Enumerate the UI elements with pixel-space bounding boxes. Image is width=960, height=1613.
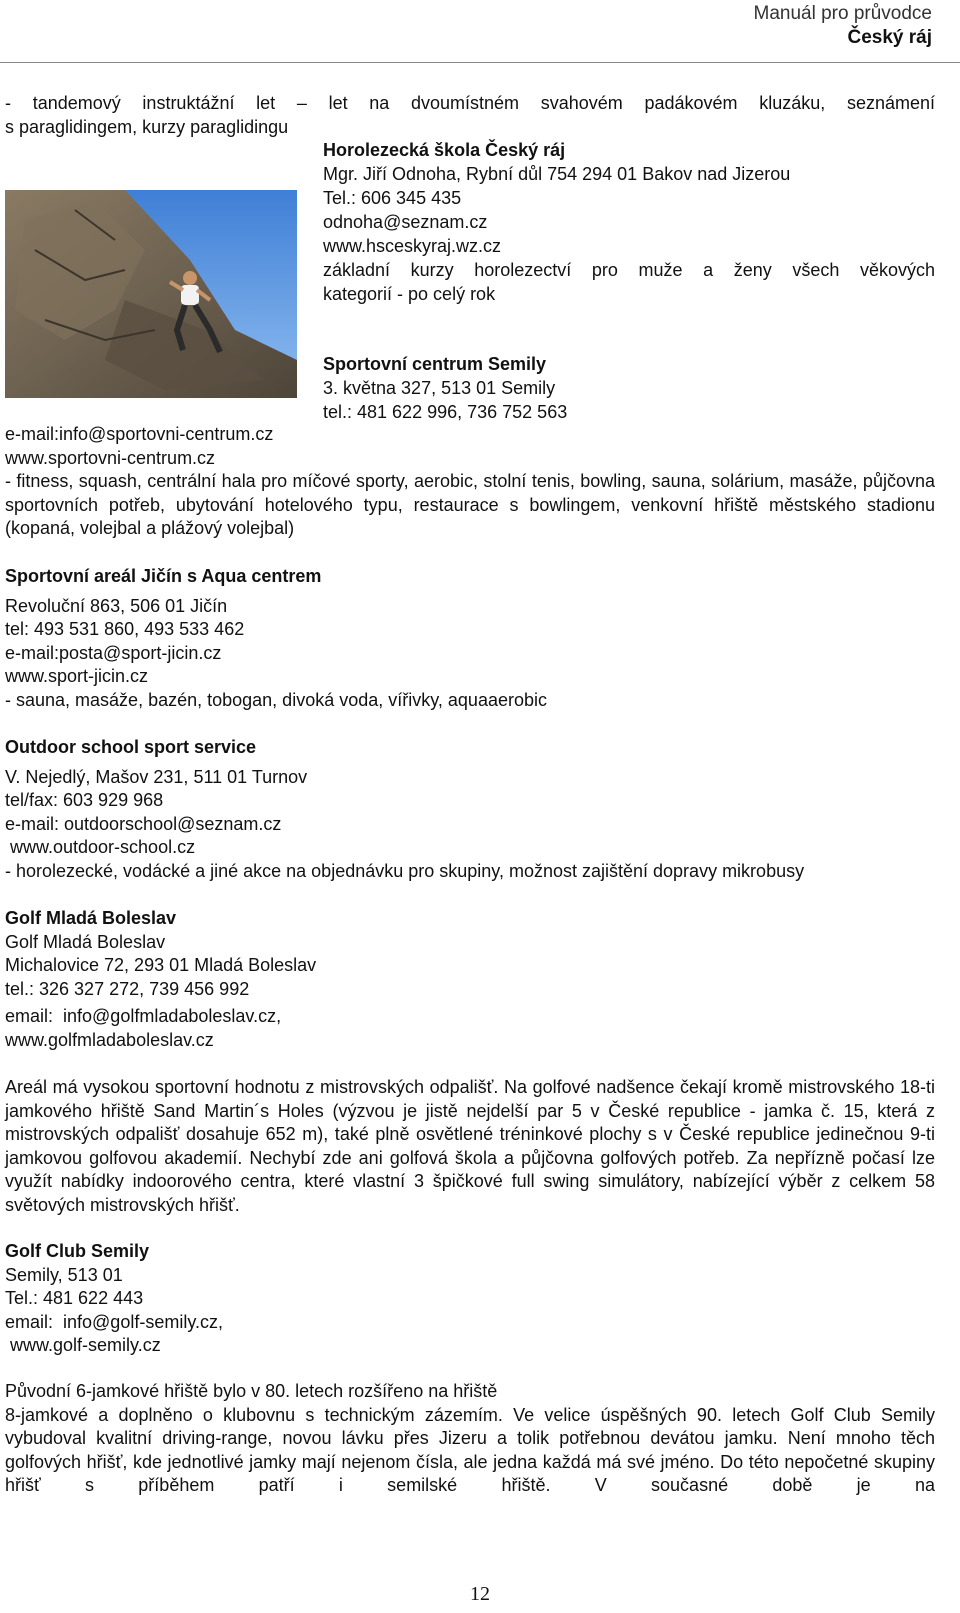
jicin-web[interactable]: www.sport-jicin.cz [5,666,149,686]
outdoor-school-name: Outdoor school sport service [5,737,257,757]
header-title: Manuál pro průvodce [753,3,932,24]
golf-mb-block [5,907,935,1052]
golf-mb-desc: Areál má vysokou sportovní hodnotu z mistrovských odpališť. Na golfové nadšence čekají kromě mistrovského 18-ti jamkového hřiště Sand Martin´s Holes (výzvou je jistě nejdelší par 5 v České republice - jamka č. 15, která z mistrovských odpališť dosahuje 652 m), také plně osvětlené tréninkové plochy s v České republice jedinečnou 9-ti jamkovou golfovou akademií. Nechybí zde ani golfová škola a půjčovna golfových potřeb. Za nepřízně počasí lze využít nabídky indoorového centra, které vlastní 3 špičkové full swing simulátory, nabízející výběr z celkem 58 světových mistrovských hřišť. [5,1077,935,1215]
jicin-address: Revoluční 863, 506 01 Jičín [5,595,228,616]
outdoor-school-address: V. Nejedlý, Mašov 231, 511 01 Turnov [5,766,308,787]
intro-paragraph [5,92,935,139]
semily-centre-tel: tel.: 481 622 996, 736 752 563 [323,402,568,422]
jicin-tel: tel: 493 531 860, 493 533 462 [5,619,245,639]
intro-line-2: s paraglidingem, kurzy paraglidingu [5,116,289,137]
climbing-school-desc-1: základní kurzy horolezectví pro muže a ženy všech věkových [323,260,935,280]
golf-semily-address: Semily, 513 01 [5,1264,123,1285]
golf-mb-line1: Golf Mladá Boleslav [5,931,166,952]
golf-semily-block [5,1240,935,1358]
outdoor-school-block [5,736,935,883]
page-number: 12 [470,1583,490,1605]
golf-semily-email[interactable]: email: info@golf-semily.cz, [5,1311,223,1332]
jicin-name: Sportovní areál Jičín s Aqua centrem [5,566,322,586]
climbing-school-block [323,138,935,306]
climbing-school-tel: Tel.: 606 345 435 [323,188,462,208]
climbing-school-address: Mgr. Jiří Odnoha, Rybní důl 754 294 01 Bakov nad Jizerou [323,164,791,184]
golf-semily-tel: Tel.: 481 622 443 [5,1288,144,1308]
outdoor-school-email[interactable]: e-mail: outdoorschool@seznam.cz [5,813,282,834]
golf-mb-email[interactable]: email: info@golfmladaboleslav.cz, [5,1006,282,1026]
golf-mb-name: Golf Mladá Boleslav [5,908,177,928]
semily-centre-name: Sportovní centrum Semily [323,354,547,374]
outdoor-school-desc: - horolezecké, vodácké a jiné akce na objednávku pro skupiny, možnost zajištění dopravy mikrobusy [5,860,805,881]
header-divider [0,62,960,63]
intro-line-1: - tandemový instruktážní let – let na dvoumístném svahovém padákovém kluzáku, seznámení [5,93,935,113]
golf-semily-web[interactable]: www.golf-semily.cz [5,1335,161,1355]
page-header [754,2,933,50]
outdoor-school-tel: tel/fax: 603 929 968 [5,790,164,810]
climber-photo [5,190,297,398]
semily-centre-web[interactable]: www.sportovni-centrum.cz [5,447,216,468]
jicin-block [5,565,935,712]
climbing-school-web[interactable]: www.hsceskyraj.wz.cz [323,236,502,256]
climbing-school-email[interactable]: odnoha@seznam.cz [323,212,488,232]
golf-semily-name: Golf Club Semily [5,1241,150,1261]
semily-centre-email[interactable]: e-mail:info@sportovni-centrum.cz [5,424,274,444]
climbing-school-desc-2: kategorií - po celý rok [323,284,496,304]
semily-centre-address: 3. května 327, 513 01 Semily [323,378,556,398]
golf-mb-tel: tel.: 326 327 272, 739 456 992 [5,978,250,999]
semily-centre-desc: - fitness, squash, centrální hala pro míčové sporty, aerobic, stolní tenis, bowling, sauna, solárium, masáže, půjčovna sportovních potřeb, ubytování hotelového typu, restaurace s bowlingem, venkovní hřiště městského stadionu (kopaná, volejbal a plážový volejbal) [5,471,935,538]
jicin-email[interactable]: e-mail:posta@sport-jicin.cz [5,642,222,663]
golf-semily-desc [5,1380,935,1498]
jicin-desc: - sauna, masáže, bazén, tobogan, divoká voda, vířivky, aquaaerobic [5,689,547,710]
golf-semily-desc-rest: 8-jamkové a doplněno o klubovnu s technickým zázemím. Ve velice úspěšných 90. letech Golf Club Semily vybudoval kvalitní driving-range, novou lávku přes Jizeru a tolik potřebnou devátou jamku. Není mnoho těch golfových hřišť, kde jednotlivé jamky mají nejenom čísla, ale jedna každá má své jméno. Do této nepočetné skupiny hřišť s příběhem patří i semilské hřiště. V současné době je na [5,1404,935,1495]
semily-centre-contacts [5,423,935,541]
golf-mb-web[interactable]: www.golfmladaboleslav.cz [5,1029,214,1050]
outdoor-school-web[interactable]: www.outdoor-school.cz [5,837,196,857]
semily-centre-block [323,352,935,424]
golf-mb-address: Michalovice 72, 293 01 Mladá Boleslav [5,955,317,975]
golf-semily-desc-line1: Původní 6-jamkové hřiště bylo v 80. letech rozšířeno na hřiště [5,1381,498,1401]
climbing-school-name: Horolezecká škola Český ráj [323,140,566,160]
header-subtitle: Český ráj [847,27,932,48]
